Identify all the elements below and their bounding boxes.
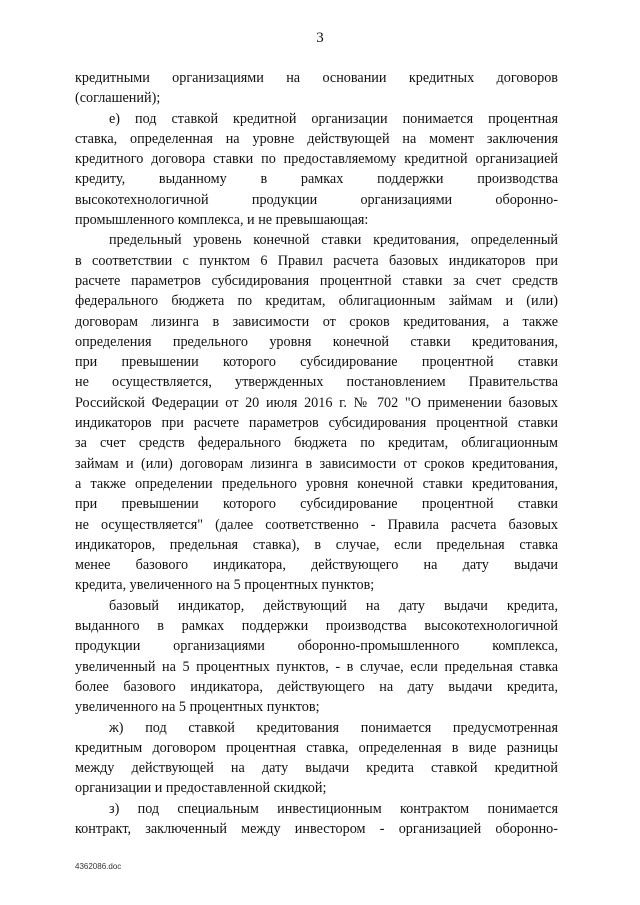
- text-line: при превышении которого субсидирование процентной ставки: [75, 354, 558, 371]
- text-line: более базового индикатора, действующего на дату выдачи кредита,: [75, 678, 558, 695]
- text-line: между действующей на дату выдачи кредита ставкой кредитной: [75, 760, 558, 777]
- document-body: [75, 68, 558, 839]
- text-line: кредитным договором процентная ставка, определенная в виде разницы: [75, 739, 558, 756]
- text-line: индикаторов при расчете параметров субсидирования процентной ставки: [75, 415, 558, 432]
- text-line: расчете параметров субсидирования процентной ставки за счет средств: [75, 272, 558, 289]
- text-line: е) под ставкой кредитной организации понимается процентная: [109, 110, 558, 127]
- text-line: организации и предоставленной скидкой;: [75, 780, 327, 797]
- text-line: ставка, определенная на уровне действующей на момент заключения: [75, 130, 558, 147]
- text-line: базовый индикатор, действующий на дату выдачи кредита,: [109, 597, 558, 614]
- footer-doc-id: 4362086.doc: [75, 862, 122, 871]
- text-line: индикаторов, предельная ставка), в случае, если предельная ставка: [75, 536, 558, 553]
- text-line: ж) под ставкой кредитования понимается предусмотренная: [109, 719, 558, 736]
- text-line: а также определении предельного уровня конечной ставки кредитования,: [75, 475, 558, 492]
- text-line: контракт, заключенный между инвестором - организацией оборонно-: [75, 820, 558, 837]
- text-line: определения предельного уровня конечной ставки кредитования,: [75, 333, 558, 350]
- text-line: за счет средств федерального бюджета по кредитам, облигационным: [75, 435, 558, 452]
- text-line: высокотехнологичной продукции организациями оборонно-: [75, 191, 558, 208]
- text-line: выданного в рамках поддержки производства высокотехнологичной: [75, 618, 558, 635]
- text-line: з) под специальным инвестиционным контрактом понимается: [109, 800, 558, 817]
- text-line: предельный уровень конечной ставки кредитования, определенный: [109, 232, 558, 249]
- text-line: не осуществляется" (далее соответственно - Правила расчета базовых: [75, 516, 558, 533]
- text-line: не осуществляется, утвержденных постановлением Правительства: [75, 374, 558, 391]
- text-line: кредитного договора ставки по предоставляемому кредитной организацией: [75, 151, 558, 168]
- page-number: 3: [316, 30, 324, 46]
- text-line: менее базового индикатора, действующего на дату выдачи: [75, 557, 558, 574]
- text-line: федерального бюджета по кредитам, облигационным займам и (или): [75, 293, 558, 310]
- text-line: промышленного комплекса, и не превышающая:: [75, 212, 369, 229]
- text-line: (соглашений);: [75, 90, 161, 107]
- text-line: Российской Федерации от 20 июля 2016 г. № 702 "О применении базовых: [75, 394, 558, 411]
- text-line: в соответствии с пунктом 6 Правил расчета базовых индикаторов при: [75, 252, 558, 269]
- text-line: займам и (или) договорам лизинга в зависимости от сроков кредитования,: [75, 455, 558, 472]
- text-line: кредиту, выданному в рамках поддержки производства: [75, 171, 558, 188]
- text-line: продукции организациями оборонно-промышленного комплекса,: [75, 638, 558, 655]
- text-line: увеличенный на 5 процентных пунктов, - в случае, если предельная ставка: [75, 658, 558, 675]
- text-line: увеличенного на 5 процентных пунктов;: [75, 699, 320, 716]
- text-line: кредитными организациями на основании кредитных договоров: [75, 70, 558, 86]
- text-line: кредита, увеличенного на 5 процентных пунктов;: [75, 577, 375, 594]
- text-line: при превышении которого субсидирование процентной ставки: [75, 496, 558, 513]
- text-line: договорам лизинга в зависимости от сроков кредитования, а также: [75, 313, 558, 330]
